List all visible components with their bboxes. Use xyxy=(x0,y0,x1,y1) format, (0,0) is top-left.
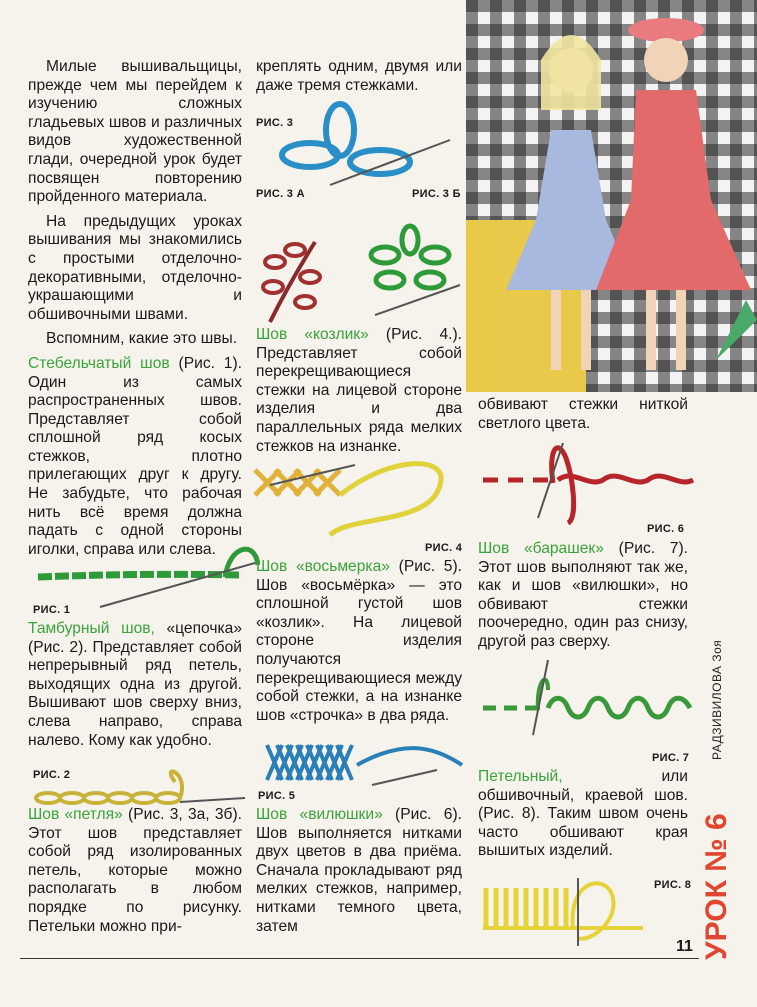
column-3-button xyxy=(478,768,688,867)
figure-1-stem-stitch xyxy=(30,535,260,610)
lesson-title: УРОК № 6 xyxy=(700,813,733,960)
figure-5-caption: РИС. 5 xyxy=(258,790,296,802)
goat-stitch-text: (Рис. 4.). Представляет собой перекрещивающиеся стежки на лицевой стороне изделия и два параллельных ряда мелких стежков на изнанке. xyxy=(256,326,462,455)
chain-stitch-paragraph xyxy=(28,620,242,750)
loop-stitch-text: (Рис. 3, 3а, 3б). Этот шов представляет собой ряд изолированных петель, которые можно располагать в любом порядке по рисунку. Петельки можно при- xyxy=(28,806,242,935)
loop-stitch-title: Шов «петля» xyxy=(28,806,123,823)
figure-3-caption: РИС. 3 xyxy=(256,117,294,129)
figure-3b-caption: РИС. 3 Б xyxy=(412,188,461,200)
column-2-eight xyxy=(256,558,462,731)
figure-4-caption: РИС. 4 xyxy=(425,542,463,554)
eight-stitch-paragraph xyxy=(256,558,462,725)
lamb-stitch-text: (Рис. 7). Этот шов выполняют так же, как и шов «вилюшки», но обвивают стежки поочередно, один раз снизу, другой раз сверху. xyxy=(478,540,688,650)
figure-3a-leaf-branch xyxy=(255,232,335,327)
stem-stitch-paragraph xyxy=(28,355,242,560)
recall-paragraph: Вспомним, какие это швы. xyxy=(46,330,238,348)
figure-4-herringbone xyxy=(250,455,470,545)
chain-stitch-text: «цепочка» (Рис. 2). Представляет собой непрерывный ряд петель, выходящих одна из другой. Вышивают шов сверху вниз, слева направо, справа налево. Кому как удобно. xyxy=(28,620,242,749)
goat-stitch-title: Шов «козлик» xyxy=(256,326,369,343)
column-2-goat xyxy=(256,326,462,462)
fork-continued: обвивают стежки ниткой светлого цвета. xyxy=(478,396,688,432)
figure-8-buttonhole-edge xyxy=(478,868,648,948)
lamb-stitch-title: Шов «барашек» xyxy=(478,540,604,557)
lamb-stitch-paragraph xyxy=(478,540,688,652)
intro-paragraph: Милые вышивальщицы, прежде чем мы перейдем к изучению сложных гладьевых швов и различных видов художественной глади, очередной урок будет посвящен повторению пройденного материала. xyxy=(28,58,242,206)
buttonhole-stitch-paragraph xyxy=(478,768,688,861)
fork-stitch-text: (Рис. 6). Шов выполняется нитками двух цветов в два приёма. Сначала прокладывают ряд мелких стежков, например, нитками темного цвета, затем xyxy=(256,806,463,935)
stem-stitch-text: (Рис. 1). Один из самых распространенных швов. Представляет собой сплошной ряд косых стежков, плотно прилегающих друг к другу. Не забудьте, что рабочая нить всё время должна падать с одной стороны иголки, справа или слева. xyxy=(28,354,242,558)
goat-stitch-paragraph xyxy=(256,326,462,456)
column-3-top xyxy=(478,396,688,439)
buttonhole-stitch-title: Петельный, xyxy=(478,768,563,785)
column-2-fork xyxy=(256,806,462,942)
figure-7-laced-running xyxy=(478,650,698,740)
chain-stitch-title: Тамбурный шов, xyxy=(28,620,155,637)
figure-8-caption: РИС. 8 xyxy=(654,879,692,891)
column-3-lamb xyxy=(478,540,688,658)
figure-6-whipped-running xyxy=(478,438,698,533)
eight-stitch-text: (Рис. 5). Шов «восьмёрка» — это сплошной густой шов «козлик». На лицевой стороне изделия получаются перекрещивающиеся между собой стежки, а на изнанке шов «строчка» в два ряда. xyxy=(256,558,462,724)
figure-3-loop-stitch xyxy=(270,100,460,190)
fork-stitch-paragraph xyxy=(256,806,462,936)
figure-3a-caption: РИС. 3 А xyxy=(256,188,305,200)
fork-stitch-title: Шов «вилюшки» xyxy=(256,806,383,823)
bottom-rule xyxy=(20,958,699,959)
figure-5-dense-herringbone xyxy=(262,735,472,795)
figure-3b-daisy xyxy=(365,220,465,320)
author-name: РАДЗИВИЛОВА Зоя xyxy=(710,639,724,760)
page-number: 11 xyxy=(676,938,693,955)
dolls-photo xyxy=(466,0,757,392)
column-1-chain xyxy=(28,620,242,756)
figure-7-caption: РИС. 7 xyxy=(652,752,690,764)
loop-stitch-paragraph xyxy=(28,806,242,936)
lesson-sidebar xyxy=(700,520,744,960)
loop-continued: креплять одним, двумя или даже тремя стежками. xyxy=(256,58,462,94)
eight-stitch-title: Шов «восьмерка» xyxy=(256,558,390,575)
figure-2-caption: РИС. 2 xyxy=(33,769,71,781)
figure-1-caption: РИС. 1 xyxy=(33,604,71,616)
previous-lessons-paragraph: На предыдущих уроках вышивания мы знакомились с простыми отделочно-декоративными, отделочно-украшающими и обшивочными швами. xyxy=(28,212,242,323)
stem-stitch-title: Стебельчатый шов xyxy=(28,354,170,372)
figure-2-chain-stitch xyxy=(30,762,250,812)
column-1-loop xyxy=(28,806,242,942)
buttonhole-stitch-text: или обшивочный, краевой шов. (Рис. 8). Таким швом очень часто обшивают края вышитых изделий. xyxy=(478,768,688,860)
column-1 xyxy=(28,58,242,565)
figure-6-caption: РИС. 6 xyxy=(647,523,685,535)
column-2-top xyxy=(256,58,462,101)
